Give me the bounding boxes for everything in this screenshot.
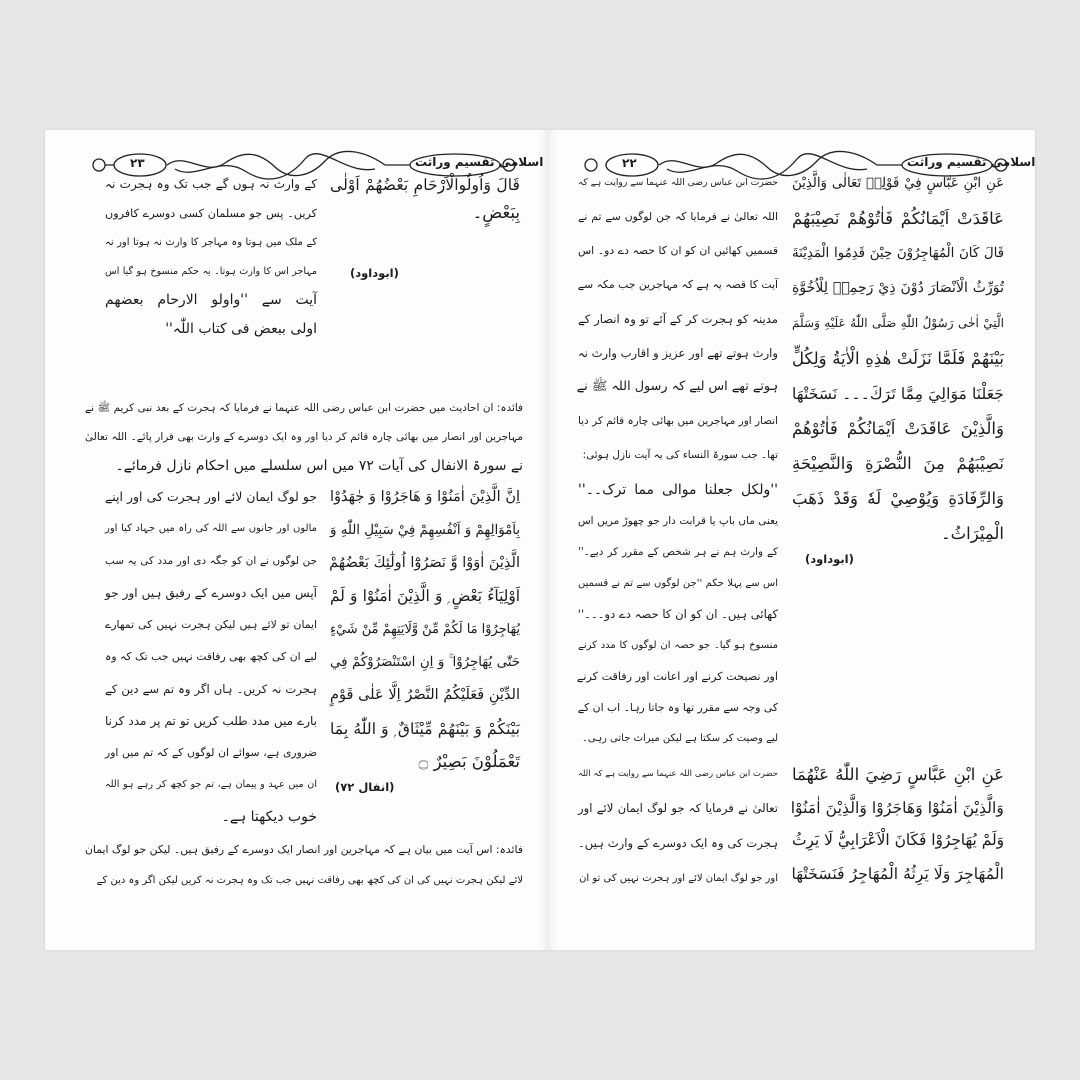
- text-line: وَالرِّفَادَةِ وَيُوْصِيْ لَهٗ وَقَدْ ذَهَبَ: [792, 489, 1004, 508]
- page-number: ۲۲: [622, 156, 637, 170]
- text-line: ''ولکل جعلنا موالی مما ترک۔۔'': [578, 482, 778, 498]
- text-line: کی وجہ سے مقرر تھا وہ جاتا رہا۔ اب ان کے: [577, 701, 778, 714]
- text-line: عَاقَدَتْ اَيْمَانُكُمْ فَاٰتُوْهُمْ نَصِيْبَهُمْ: [792, 209, 1004, 228]
- text-line: نَصِيْبَهُمْ مِنَ النُّصْرَةِ وَالنَّصِيْحَةِ: [792, 454, 1004, 473]
- text-line: فائدہ: اس آیت میں بیان ہے کہ مہاجرین اور انصار ایک دوسرے کے رفیق ہیں۔ لیکن جو لوگ ایمان: [85, 843, 523, 856]
- text-line: نے سورۃ الانفال کی آیات ۷۲ میں اس سلسلے میں احکام نازل فرمائے۔: [115, 458, 523, 474]
- text-line: کریں۔ پس جو مسلمان کسی دوسرے کافروں: [105, 207, 317, 220]
- text-line: یعنی ماں باپ یا قرابت دار جو چھوڑ مریں اس: [578, 515, 778, 527]
- text-line: مالوں اور جانوں سے اللہ کی راہ میں جہاد کیا اور: [105, 523, 317, 534]
- running-title: اسلامی تقسیم وراثت: [415, 155, 544, 169]
- arabic-hadith-text: [792, 758, 1004, 890]
- arabic-hadith-text: [792, 166, 1004, 551]
- text-line: آپس میں ایک دوسرے کے رفیق ہیں اور جو: [105, 586, 317, 600]
- text-line: لائے لیکن ہجرت نہیں کی ان کی کچھ بھی رفاقت نہیں جب تک وہ ہجرت نہ کریں لیکن اگر وہ دین کے: [96, 875, 523, 886]
- text-line: منسوخ ہو گیا۔ جو حصہ ان لوگوں کا مدد کرنے: [578, 640, 778, 651]
- text-line: يُهَاجِرُوْا مَا لَكُمْ مِّنْ وَّلَايَتِهِمْ مِّنْ شَيْءٍ: [329, 622, 520, 637]
- urdu-translation-text: [105, 481, 317, 833]
- arabic-hadith-text: [330, 171, 520, 227]
- text-line: بارے میں مدد طلب کریں تو تم پر مدد کرنا: [105, 714, 317, 728]
- text-line: قَالَ وَاُولُوالْاَرْحَامِ بَعْضُهُمْ اَوْلٰى: [330, 175, 520, 194]
- running-title: اسلامی تقسیم وراثت: [907, 155, 1036, 169]
- text-line: ہوتے تھے اس لیے کہ رسول اللہ ﷺ نے: [576, 379, 778, 394]
- text-line: کھائی ہیں۔ ان کو ان کا حصہ دے دو۔۔۔'': [577, 607, 778, 621]
- urdu-translation-text: [578, 475, 778, 754]
- page-number: ۲۳: [130, 156, 145, 170]
- text-line: وَالَّذِيْنَ عَاقَدَتْ اَيْمَانُكُمْ فَاٰتُوْهُمْ: [792, 419, 1004, 438]
- text-line: فائدہ: ان احادیث میں حضرت ابن عباس رضی اللہ عنہما نے فرمایا کہ ہجرت کے بعد نبی کریم ﷺ نے: [85, 402, 523, 414]
- urdu-translation-text: [578, 166, 778, 472]
- text-line: کے وارث ہم نے ہر شخص کے مقرر کر دیے۔'': [578, 546, 778, 558]
- text-line: تھا۔ جب سورۃ النساء کی یہ آیت نازل ہوئی:: [582, 449, 778, 461]
- text-line: بِبَعْضٍ۔: [472, 203, 520, 222]
- text-line: بَيْنَكُمْ وَ بَيْنَهُمْ مِّيْثَاقٌ ۭ وَ اللّٰهُ بِمَا: [330, 719, 520, 738]
- text-line: ہجرت کی وہ ایک دوسرے کے وارث ہیں۔: [578, 836, 778, 850]
- text-line: الْمِيْرَاثُ۔: [940, 524, 1004, 543]
- text-line: لیے وصیت کر سکتا ہے لیکن میراث جاتی رہی۔: [582, 733, 778, 744]
- text-line: کے ملک میں ہوتا وہ مہاجر کا وارث نہ ہوتا اور نہ: [105, 237, 317, 248]
- text-line: آیت کا قصہ یہ ہے کہ مہاجرین جب مکہ سے: [577, 278, 778, 291]
- citation-reference: (انفال ۷۲): [335, 780, 395, 794]
- quran-verse-text: [330, 481, 520, 778]
- text-line: کے وارث نہ ہوں گے جب تک وہ ہجرت نہ: [105, 177, 317, 191]
- text-line: قسمیں کھائیں ان کو ان کا حصہ دے دو۔ اس: [578, 244, 778, 257]
- fayda-note-text: [85, 394, 523, 481]
- text-line: اس سے پہلا حکم ''جن لوگوں سے تم نے قسمیں: [578, 578, 778, 589]
- text-line: قَالَ كَانَ الْمُهَاجِرُوْنَ حِيْنَ قَدِمُوا الْمَدِيْنَةَ: [792, 246, 1004, 261]
- text-line: مہاجر اس کا وارث ہوتا۔ یہ حکم منسوخ ہو گیا اس: [105, 266, 317, 277]
- text-line: اِنَّ الَّذِيْنَ اٰمَنُوْا وَ هَاجَرُوْا وَ جٰهَدُوْا: [330, 489, 520, 505]
- text-line: ضروری ہے، سوائے ان لوگوں کے کہ تم میں اور: [105, 746, 317, 759]
- text-line: تَعْمَلُوْنَ بَصِيْرٌ ۝: [418, 752, 520, 771]
- text-line: وَالَّذِيْنَ اٰمَنُوْا وَهَاجَرُوْا وَالَّذِيْنَ اٰمَنُوْا: [790, 798, 1004, 817]
- text-line: الْمُهَاجِرَ وَلَا يَرِثُهُ الْمُهَاجِرُ فَنَسَخَتْهَا: [791, 864, 1004, 883]
- fayda-note-text: [85, 834, 523, 896]
- text-line: اور جو لوگ ایمان لائے اور ہجرت نہیں کی تو ان: [579, 873, 778, 884]
- text-line: اَوْلِيَآءُ بَعْضٍ ۭ وَ الَّذِيْنَ اٰمَنُوْا وَ لَمْ: [330, 587, 520, 605]
- urdu-translation-text: [578, 756, 778, 896]
- text-line: وَلَمْ يُهَاجِرُوْا فَكَانَ الْاَعْرَابِيُّ لَا يَرِثُ: [792, 831, 1004, 849]
- text-line: اور نصیحت کرنے اور اعانت اور رفاقت کرنے: [576, 670, 778, 683]
- text-line: ان میں عہد و پیمان ہے، تم جو کچھ کر رہے ہو اللہ: [105, 779, 317, 790]
- text-line: لیے ان کی کچھ بھی رفاقت نہیں جب تک کہ وہ: [105, 650, 317, 663]
- text-line: عَنِ ابْنِ عَبَّاسٍ فِيْ قَوْلِهٖ تَعَالٰى وَالَّذِيْنَ: [792, 176, 1004, 191]
- text-line: تعالیٰ نے فرمایا کہ جو لوگ ایمان لائے اور: [578, 801, 778, 815]
- text-line: تُوَرِّثُ الْاَنْصَارَ دُوْنَ ذِيْ رَحِمِهٖ لِلْاُخُوَّةِ: [792, 280, 1004, 296]
- text-line: الدِّيْنِ فَعَلَيْكُمُ النَّصْرُ اِلَّا عَلٰى قَوْمٍ: [330, 687, 520, 703]
- text-line: مدینہ کو ہجرت کر کے آئے تو وہ انصار کے: [578, 312, 778, 326]
- text-line: جن لوگوں نے ان کو جگہ دی اور مدد کی یہ سب: [105, 555, 317, 567]
- text-line: وارث ہوتے تھے اور عزیز و اقارب وارث نہ: [577, 346, 778, 360]
- text-line: بَيْنَهُمْ فَلَمَّا نَزَلَتْ هٰذِهِ الْاٰيَةُ وَلِكُلٍّ: [792, 349, 1004, 368]
- text-line: جَعَلْنَا مَوَالِيَ مِمَّا تَرَكَ۔۔۔ نَسَخَتْهَا: [792, 384, 1004, 403]
- text-line: اولی ببعض فی کتاب اللّٰہ'': [165, 321, 317, 337]
- text-line: خوب دیکھتا ہے۔: [221, 809, 317, 825]
- text-line: انصار اور مہاجرین میں بھائی چارہ قائم کر دیا: [578, 415, 778, 427]
- text-line: جو لوگ ایمان لائے اور ہجرت کی اور اپنے: [105, 489, 317, 504]
- citation-reference: (ابوداود): [805, 552, 854, 566]
- text-line: حضرت ابن عباس رضی اللہ عنہما سے روایت ہے کہ: [577, 177, 778, 188]
- text-line: الَّتِيْ اٰخٰى رَسُوْلُ اللّٰهِ صَلَّى اللّٰهُ عَلَيْهِ وَسَلَّمَ: [792, 316, 1004, 330]
- text-line: عَنِ ابْنِ عَبَّاسٍ رَضِيَ اللّٰهُ عَنْهُمَا: [792, 765, 1004, 784]
- text-line: ہجرت نہ کریں۔ ہاں اگر وہ تم سے دین کے: [105, 682, 317, 696]
- book-spine: [538, 130, 560, 950]
- citation-reference: (ابوداود): [350, 266, 399, 280]
- text-line: حضرت ابن عباس رضی اللہ عنہما سے روایت ہے کہ اللہ: [578, 768, 778, 778]
- text-line: اللہ تعالیٰ نے فرمایا کہ جن لوگوں سے تم نے: [578, 210, 778, 223]
- text-line: حَتّٰى يُهَاجِرُوْا ۚ وَ اِنِ اسْتَنْصَرُوْكُمْ فِي: [330, 655, 520, 670]
- text-line: آیت سے ''واولو الارحام بعضهم: [105, 292, 317, 308]
- text-line: ایمان تو لائے ہیں لیکن ہجرت نہیں کی تمھارے: [105, 618, 317, 631]
- text-line: بِاَمْوَالِهِمْ وَ اَنْفُسِهِمْ فِيْ سَبِيْلِ اللّٰهِ وَ: [330, 523, 520, 538]
- urdu-translation-text: [105, 170, 317, 344]
- text-line: الَّذِيْنَ اٰوَوْا وَّ نَصَرُوْٓا اُولٰٓئِكَ بَعْضُهُمْ: [329, 555, 520, 571]
- text-line: مہاجرین اور انصار میں بھائی چارہ قائم کر دیا اور وہ ایک دوسرے کے وارث بھی قرار پائے۔ اللہ تعالیٰ: [85, 431, 523, 443]
